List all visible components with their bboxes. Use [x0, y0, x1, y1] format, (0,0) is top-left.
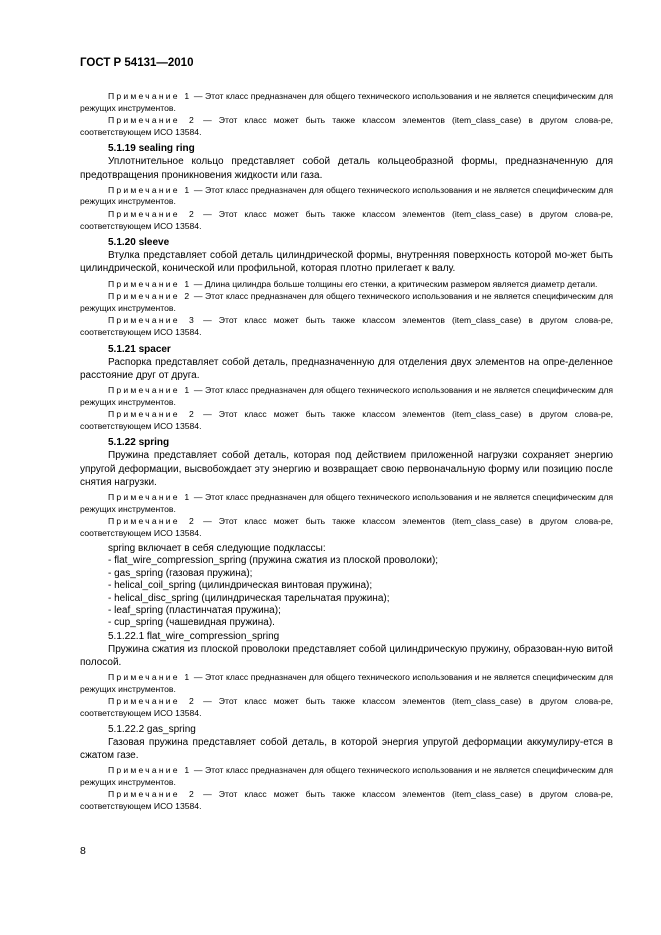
note: Примечание 1 — Длина цилиндра больше толщины его стенки, а критическим размером является диаметр детали. — [108, 278, 598, 289]
note: Примечание 1 — Этот класс предназначен для общего технического использования и не является специфическим для режущих инструментов. — [80, 491, 613, 514]
list-item: - leaf_spring (пластинчатая пружина); — [108, 604, 281, 616]
note: Примечание 1 — Этот класс предназначен для общего технического использования и не является специфическим для режущих инструментов. — [80, 672, 613, 694]
page-content — [80, 91, 613, 812]
subclass-list — [80, 555, 613, 629]
note-text: Этот класс может быть также классом элементов (item_class_case) в другом слова-ре, соответствующем ИСО 13584. — [80, 115, 613, 137]
page-number: 8 — [80, 845, 86, 857]
subsection-heading-5-1-22-2: 5.1.22.2 gas_spring — [108, 723, 196, 735]
section-text: Втулка представляет собой деталь цилиндрической формы, внутренняя поверхность которой мо-жет быть цилиндрической, конической или профильной, которая плотно прилегает к валу. — [80, 250, 613, 275]
note: Примечание 2 — Этот класс может быть также классом элементов (item_class_case) в другом слова-ре, соответствующем ИСО 13584. — [80, 208, 613, 231]
note-label: Примечание 2 — [108, 115, 197, 126]
note: Примечание 2 — Этот класс может быть также классом элементов (item_class_case) в другом слова-ре, соответствующем ИСО 13584. — [80, 516, 613, 538]
note-text: Этот класс предназначен для общего технического использования и не является специфическим для режущих инструментов. — [80, 91, 613, 113]
note: Примечание 2 — Этот класс может быть также классом элементов (item_class_case) в другом слова-ре, соответствующем ИСО 13584. — [80, 115, 613, 137]
note: Примечание 1 — Этот класс предназначен для общего технического использования и не является специфическим для режущих инструментов. — [80, 184, 613, 207]
note: Примечание 1 — Этот класс предназначен для общего технического использования и не является специфическим для режущих инструментов. — [80, 764, 613, 787]
list-item: - gas_spring (газовая пружина); — [108, 567, 253, 579]
note: Примечание 2 — Этот класс может быть также классом элементов (item_class_case) в другом слова-ре, соответствующем ИСО 13584. — [80, 409, 613, 431]
list-item: - helical_coil_spring (цилиндрическая винтовая пружина); — [108, 580, 373, 592]
document-header: ГОСТ Р 54131—2010 — [80, 57, 194, 69]
note-label: Примечание 1 — [108, 91, 192, 101]
note: Примечание 3 — Этот класс может быть также классом элементов (item_class_case) в другом слова-ре, соответствующем ИСО 13584. — [80, 315, 613, 337]
subclass-intro: spring включает в себя следующие подклассы: — [108, 543, 326, 555]
section-text: Уплотнительное кольцо представляет собой деталь кольцеобразной формы, предназначенную для предотвращения проникновения жидкости или газа. — [80, 156, 613, 181]
subsection-heading-5-1-22-1: 5.1.22.1 flat_wire_compression_spring — [108, 630, 280, 642]
note: Примечание 2 — Этот класс может быть также классом элементов (item_class_case) в другом слова-ре, соответствующем ИСО 13584. — [80, 789, 613, 811]
section-text: Пружина сжатия из плоской проволоки представляет собой цилиндрическую пружину, образован-ную витой полосой. — [80, 643, 613, 668]
note: Примечание 1 — Этот класс предназначен для общего технического использования и не является специфическим для режущих инструментов. — [80, 91, 613, 113]
section-heading-5-1-22: 5.1.22 spring — [108, 437, 170, 449]
note: Примечание 2 — Этот класс предназначен для общего технического использования и не является специфическим для режущих инструментов. — [80, 291, 613, 313]
section-text: Распорка представляет собой деталь, предназначенную для отделения двух элементов на опре-деленное расстояние друг от друга. — [80, 356, 613, 381]
note: Примечание 1 — Этот класс предназначен для общего технического использования и не является специфическим для режущих инструментов. — [80, 384, 613, 407]
section-heading-5-1-19: 5.1.19 sealing ring — [108, 143, 195, 155]
list-item: - cup_spring (чашевидная пружина). — [108, 617, 275, 629]
note: Примечание 2 — Этот класс может быть также классом элементов (item_class_case) в другом слова-ре, соответствующем ИСО 13584. — [80, 696, 613, 718]
section-heading-5-1-20: 5.1.20 sleeve — [108, 237, 170, 249]
section-text: Газовая пружина представляет собой деталь, в которой энергия упругой деформации аккумулиру-ется в сжатом газе. — [80, 736, 613, 761]
section-heading-5-1-21: 5.1.21 spacer — [108, 343, 171, 355]
list-item: - flat_wire_compression_spring (пружина сжатия из плоской проволоки); — [108, 555, 439, 567]
list-item: - helical_disc_spring (цилиндрическая тарельчатая пружина); — [108, 592, 390, 604]
section-text: Пружина представляет собой деталь, которая под действием приложенной нагрузки сохраняет энергию упругой деформации, высвобождает эту энергию и возвращает свою первоначальную форму или позицию после снятия нагрузки. — [80, 450, 613, 488]
